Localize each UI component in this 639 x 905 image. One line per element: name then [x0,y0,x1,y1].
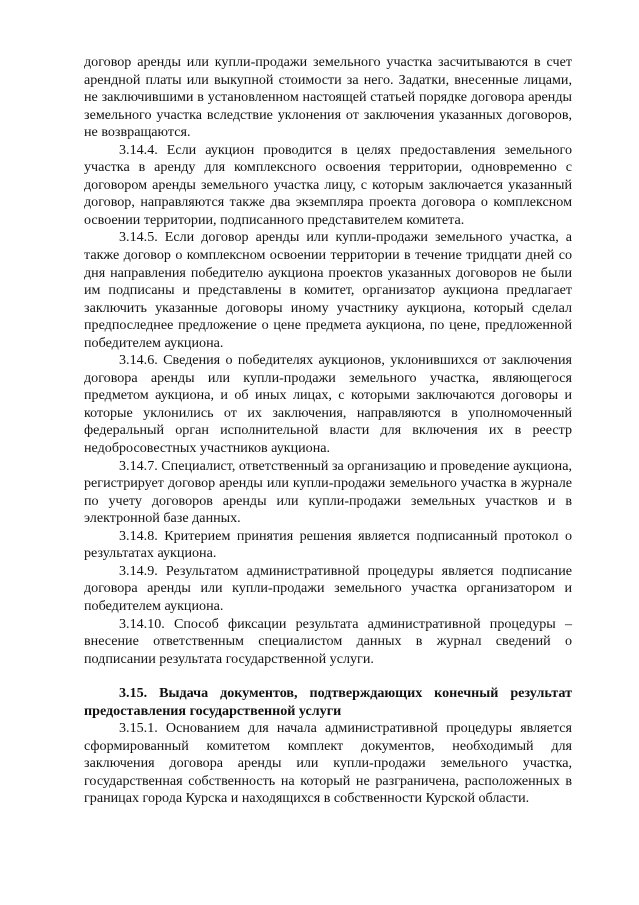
section-heading-3-15: 3.15. Выдача документов, подтверждающих конечный результат предоставления государственной услуги [84,685,572,719]
paragraph-3-14-8: 3.14.8. Критерием принятия решения является подписанный протокол о результатах аукциона. [84,527,572,562]
paragraph-3-14-5: 3.14.5. Если договор аренды или купли-продажи земельного участка, а также договор о комплексном освоении территории в течение тридцати дней со дня направления победителю аукциона проектов указанных договоров не были им подписаны и представлены в комитет, организатор аукциона предлагает заключить указанные договоры иному участнику аукциона, который сделал предпоследнее предложение о цене предмета аукциона, по цене, предложенной победителем аукциона. [84,229,572,351]
paragraph-continuation: договор аренды или купли-продажи земельного участка засчитываются в счет арендной платы или выкупной стоимости за него. Задатки, внесенные лицами, не заключившими в установленном настоящей статьей порядке договора аренды земельного участка вследствие уклонения от заключения указанных договоров, не возвращаются. [84,54,572,141]
paragraph-3-14-10: 3.14.10. Способ фиксации результата административной процедуры – внесение ответственным специалистом данных в журнал сведений о подписании результата государственной услуги. [84,615,572,667]
paragraph-3-14-4: 3.14.4. Если аукцион проводится в целях предоставления земельного участка в аренду для комплексного освоения территории, одновременно с договором аренды земельного участка лицу, с которым заключается указанный договор, направляются также два экземпляра проекта договора о комплексном освоении территории, подписанного представителем комитета. [84,141,572,228]
paragraph-3-14-7: 3.14.7. Специалист, ответственный за организацию и проведение аукциона, регистрирует договор аренды или купли-продажи земельного участка в журнале по учету договоров аренды или купли-продажи земельных участков и в электронной базе данных. [84,457,573,527]
paragraph-3-14-6: 3.14.6. Сведения о победителях аукционов, уклонившихся от заключения договора аренды или купли-продажи земельного участка, являющегося предметом аукциона, и об иных лицах, с которыми заключаются договоры и которые уклонились от их заключения, направляются в уполномоченный федеральный орган исполнительной власти для включения их в реестр недобросовестных участников аукциона. [84,352,572,457]
paragraph-3-15-1: 3.15.1. Основанием для начала административной процедуры является сформированный комитетом комплект документов, необходимый для заключения договора аренды или купли-продажи земельного участка, государственная собственность на который не разграничена, расположенных в границах города Курска и находящихся в собственности Курской области. [84,720,572,807]
section-spacer [84,668,572,685]
paragraph-3-14-9: 3.14.9. Результатом административной процедуры является подписание договора аренды или купли-продажи земельного участка организатором и победителем аукциона. [84,562,572,614]
document-page [84,54,572,808]
